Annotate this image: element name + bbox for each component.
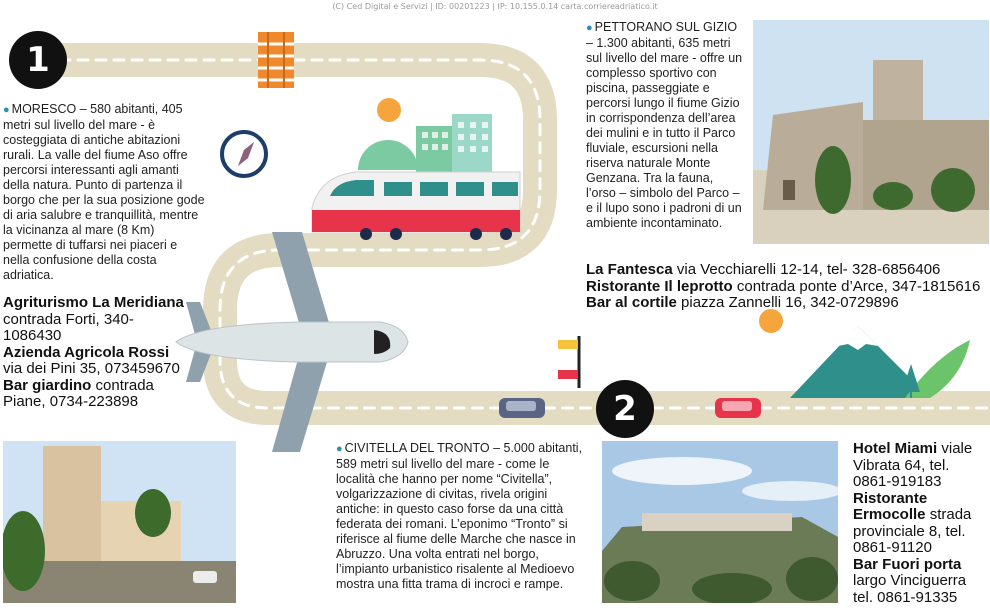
place-info: contrada ponte d’Arce, 347-1815616 [732, 277, 981, 295]
place-info: piazza Zannelli 16, 342-0729896 [676, 294, 899, 311]
train-illustration [312, 172, 520, 240]
place-info: largo Vinciguerra tel. 0861-91335 [853, 572, 967, 606]
bullet-dot: ● [3, 104, 10, 116]
place-entry [586, 262, 981, 279]
place-info: via Vecchiarelli 12-14, tel- 328-6856406 [672, 261, 941, 278]
civitella-places [853, 441, 988, 606]
sun [377, 98, 401, 122]
marker-two: 2 [596, 380, 654, 438]
place-info: contrada Forti, 340-1086430 [3, 310, 134, 344]
place-entry [3, 295, 191, 345]
civitella-description [336, 441, 588, 592]
place-name: Bar Fuori porta [853, 555, 962, 573]
place-entry [586, 279, 981, 296]
place-entry [853, 557, 988, 607]
pettorano-description [586, 20, 746, 231]
moresco-places [3, 295, 191, 411]
pettorano-photo [753, 20, 989, 244]
place-name: La Fantesca [586, 261, 673, 278]
compass-icon [222, 132, 266, 176]
civitella-text: CIVITELLA DEL TRONTO – 5.000 abitanti, 589 metri sul livello del mare - come le località che hanno per nome “Civitella”, volgarizzazione di civitas, rivela origini antiche: in questo caso forse da una città federata dei romani. L’eponimo “Tronto” si riferisce al fiume delle Marche che nasce in Abruzzo. Una volta entrati nel borgo, l’impianto urbanistico risalente al Medioevo mostra una fitta trama di incroci e rampe. [336, 441, 583, 591]
place-entry [853, 441, 988, 491]
place-name: Agriturismo La Meridiana [3, 294, 184, 311]
place-name: Ristorante Il leprotto [586, 277, 733, 295]
moresco-description [3, 102, 207, 283]
marker-one: 1 [9, 31, 67, 89]
car-icon [715, 398, 761, 418]
buildings [358, 114, 492, 172]
place-entry [3, 345, 191, 378]
place-name: Hotel Miami [853, 440, 938, 457]
moresco-text: MORESCO – 580 abitanti, 405 metri sul livello del mare - è costeggiata di antiche abitazioni rurali. La valle del fiume Aso offre percorsi interessanti agli amanti della natura. Punto di partenza il borgo che per la sua posizione gode di aria salubre e tranquillità, mentre la vicinanza al mare (8 Km) permette di tuffarsi nei piaceri e nella confusione della costa adriatica. [3, 102, 205, 282]
pettorano-text: PETTORANO SUL GIZIO – 1.300 abitanti, 635 metri sul livello del mare - offre un complesso sportivo con piscina, passeggiate e percorsi lungo il fiume Gizio in corrispondenza dell’area dei mulini e in tutto il Parco fluviale, escursioni nella riserva naturale Monte Genzana. Tra la fauna, l’orso – simbolo del Parco – e il lupo sono i padroni di un ambiente incontaminato. [586, 20, 743, 230]
mountain-illustration [759, 309, 970, 398]
place-info: strada provinciale 8, tel. 0861-91120 [853, 506, 972, 556]
place-info: viale Vibrata 64, tel. 0861-919183 [853, 440, 973, 490]
place-info: contrada Piane, 0734-223898 [3, 376, 154, 410]
signpost-icon [558, 336, 579, 388]
place-name: Bar al cortile [586, 294, 677, 311]
moresco-photo [3, 441, 236, 603]
rail-crossing-icon [258, 32, 294, 88]
bullet-dot: ● [586, 22, 593, 34]
place-entry [586, 295, 981, 312]
bullet-dot: ● [336, 443, 343, 455]
place-name: Ristorante Ermocolle [853, 489, 928, 523]
place-info: via dei Pini 35, 073459670 [3, 360, 180, 377]
car-icon [499, 398, 545, 418]
place-entry [3, 378, 191, 411]
pettorano-places [586, 262, 981, 312]
civitella-photo [602, 441, 838, 603]
place-name: Azienda Agricola Rossi [3, 343, 170, 361]
watermark: (C) Ced Digital e Servizi | ID: 00201223 | IP: 10.155.0.14 carta.corriereadriatico.it [332, 2, 658, 11]
place-name: Bar giardino [3, 376, 92, 394]
place-entry [853, 491, 988, 557]
